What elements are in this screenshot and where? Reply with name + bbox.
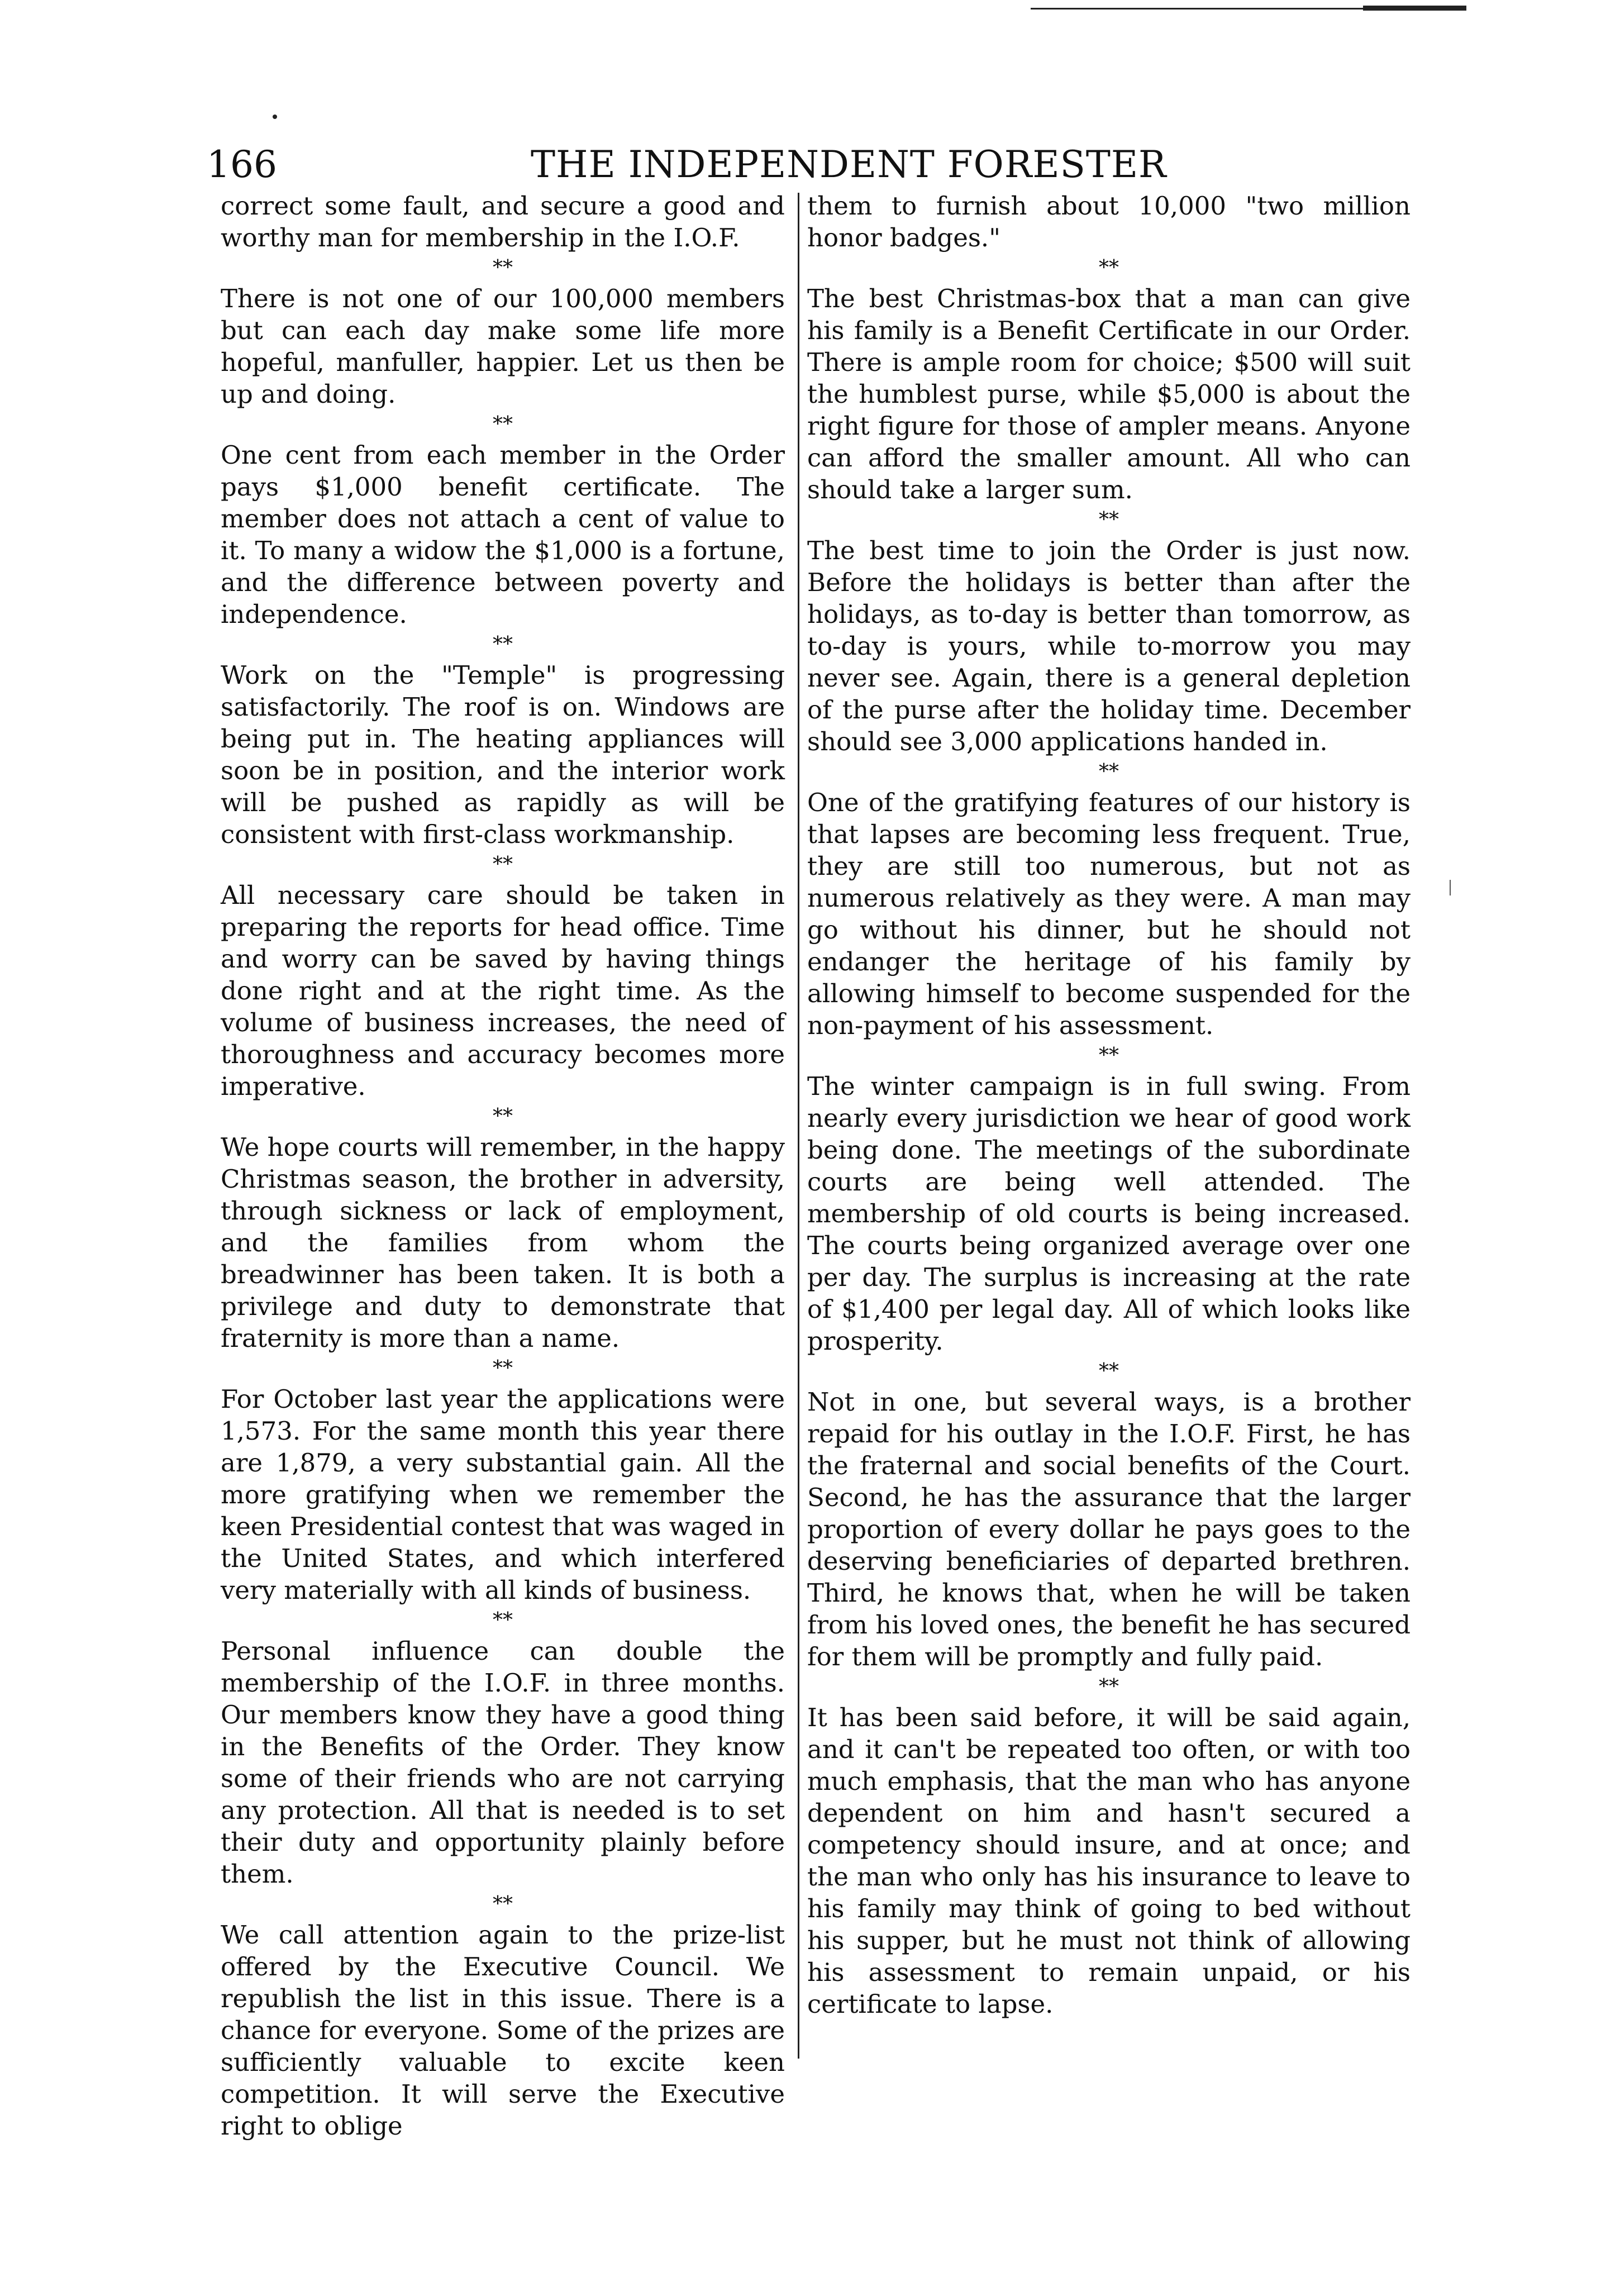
separator: ** <box>1099 760 1119 783</box>
separator: ** <box>493 1357 513 1380</box>
separator: ** <box>1099 1675 1119 1698</box>
separator: ** <box>493 1105 513 1128</box>
top-rule-thick <box>1363 6 1466 11</box>
separator: ** <box>1099 508 1119 531</box>
separator: ** <box>493 1609 513 1632</box>
paragraph: them to furnish about 10,000 "two million honor badges." <box>807 191 1411 253</box>
paragraph: There is not one of our 100,000 members but can each day make some life more hopeful, manfuller, happier. Let us then be up and doing. <box>221 284 785 409</box>
separator: ** <box>1099 256 1119 279</box>
paragraph: All necessary care should be taken in preparing the reports for head office. Time and worry can be saved by having things done right and at the right time. As the volume of business increases, the need of thoroughness and accuracy becomes more imperative. <box>221 880 785 1101</box>
paragraph: We hope courts will remember, in the happy Christmas season, the brother in adversity, through sickness or lack of employment, and the families from whom the breadwinner has been taken. It is both a privilege and duty to demonstrate that fraternity is more than a name. <box>221 1132 785 1353</box>
page-header <box>201 140 1402 190</box>
separator: ** <box>493 413 513 436</box>
separator: ** <box>1099 1360 1119 1383</box>
separator: ** <box>493 256 513 279</box>
separator: ** <box>493 853 513 876</box>
paragraph: correct some fault, and secure a good and worthy man for membership in the I.O.F. <box>221 191 785 253</box>
paragraph: It has been said before, it will be said again, and it can't be repeated too often, or with too much emphasis, that the man who has anyone dependent on him and hasn't secured a competency should insure, and at once; and the man who only has his insurance to leave to his family may think of going to bed without his supper, but he must not think of allowing his assessment to remain unpaid, or his certificate to lapse. <box>807 1703 1411 2019</box>
paragraph: The best time to join the Order is just now. Before the holidays is better than after the holidays, as to-day is better than tomorrow, as to-day is yours, while to-morrow you may never see. Again, there is a general depletion of the purse after the holiday time. December should see 3,000 applications handed in. <box>807 536 1411 756</box>
left-column <box>221 190 785 2142</box>
separator: ** <box>493 633 513 656</box>
paragraph: The winter campaign is in full swing. From nearly every jurisdiction we hear of good work being done. The meetings of the subordinate courts are being well attended. The membership of old courts is being increased. The courts being organized average over one per day. The surplus is increasing at the rate of $1,400 per legal day. All of which looks like prosperity. <box>807 1071 1411 1356</box>
paragraph: For October last year the applications were 1,573. For the same month this year there are 1,879, a very substantial gain. All the more gratifying when we remember the keen Presidential contest that was waged in the United States, and which interfered very materially with all kinds of business. <box>221 1384 785 1605</box>
paragraph: The best Christmas-box that a man can give his family is a Benefit Certificate in our Order. There is ample room for choice; $500 will suit the humblest purse, while $5,000 is about the right figure for those of ampler means. Anyone can afford the smaller amount. All who can should take a larger sum. <box>807 284 1411 504</box>
page-number: 166 <box>207 143 277 186</box>
paragraph: Not in one, but several ways, is a brother repaid for his outlay in the I.O.F. First, he has the fraternal and social benefits of the Court. Second, he has the assurance that the larger proportion of every dollar he pays goes to the deserving beneficiaries of departed brethren. Third, he knows that, when he will be taken from his loved ones, the benefit he has secured for them will be promptly and fully paid. <box>807 1387 1411 1671</box>
paragraph: Work on the "Temple" is progressing satisfactorily. The roof is on. Windows are being put in. The heating appliances will soon be in position, and the interior work will be pushed as rapidly as will be consistent with first-class workmanship. <box>221 660 785 849</box>
paragraph: One cent from each member in the Order pays $1,000 benefit certificate. The member does not attach a cent of value to it. To many a widow the $1,000 is a fortune, and the difference between poverty and independence. <box>221 440 785 629</box>
paragraph: We call attention again to the prize-list offered by the Executive Council. We republish the list in this issue. There is a chance for everyone. Some of the prizes are sufficiently valuable to excite keen competition. It will serve the Executive right to oblige <box>221 1920 785 2141</box>
right-column <box>807 190 1411 2020</box>
paragraph: Personal influence can double the membership of the I.O.F. in three months. Our members know they have a good thing in the Benefits of the Order. They know some of their friends who are not carrying any protection. All that is needed is to set their duty and opportunity plainly before them. <box>221 1636 785 1889</box>
separator: ** <box>1099 1044 1119 1067</box>
paragraph: One of the gratifying features of our history is that lapses are becoming less frequent. True, they are still too numerous, but not as numerous relatively as they were. A man may go without his dinner, but he should not endanger the heritage of his family by allowing himself to become suspended for the non-payment of his assessment. <box>807 788 1411 1040</box>
ink-dot <box>273 115 277 119</box>
margin-mark <box>1450 880 1451 895</box>
running-title: THE INDEPENDENT FORESTER <box>531 143 1167 186</box>
column-rule <box>798 193 799 2059</box>
separator: ** <box>493 1893 513 1916</box>
